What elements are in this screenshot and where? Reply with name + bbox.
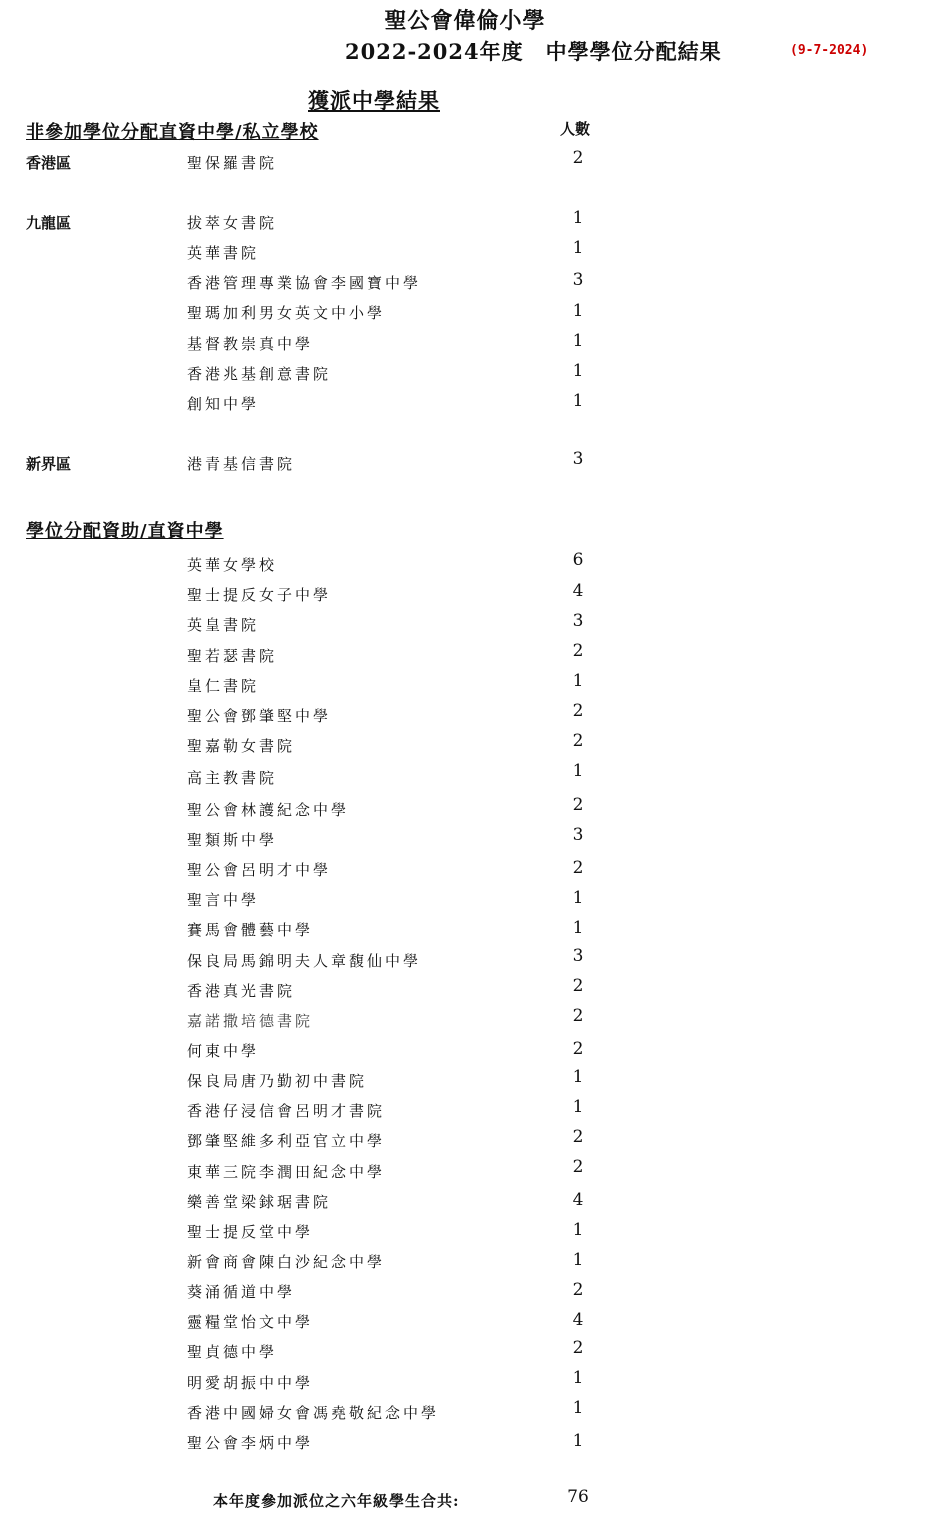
student-count-cell: 2 [572,1157,584,1177]
student-count-cell: 2 [572,1006,584,1026]
student-count-cell: 1 [572,301,584,321]
student-count-cell: 1 [572,391,584,411]
student-count-cell: 1 [572,1220,584,1240]
result-heading: 獲派中學結果 [308,88,440,113]
school-name: 聖公會偉倫小學 [384,8,546,34]
school-name-cell: 皇仁書院 [187,677,260,695]
school-name-cell: 葵涌循道中學 [187,1283,296,1301]
student-count-cell: 2 [572,976,584,996]
student-count-cell: 2 [572,795,584,815]
student-count-cell: 2 [572,148,584,168]
school-name-cell: 基督教崇真中學 [187,335,314,353]
student-count-cell: 2 [572,1039,584,1059]
school-name-cell: 聖公會林護紀念中學 [187,801,350,819]
school-name-cell: 新會商會陳白沙紀念中學 [187,1253,386,1271]
school-name-cell: 聖公會呂明才中學 [187,861,332,879]
school-name-cell: 香港中國婦女會馮堯敬紀念中學 [187,1404,440,1422]
total-value: 76 [567,1487,589,1507]
student-count-cell: 1 [572,1067,584,1087]
school-name-cell: 賽馬會體藝中學 [187,921,314,939]
student-count-cell: 1 [572,238,584,258]
student-count-cell: 1 [572,1097,584,1117]
school-name-cell: 聖嘉勒女書院 [187,737,296,755]
school-name-cell: 靈糧堂怡文中學 [187,1313,314,1331]
student-count-cell: 1 [572,208,584,228]
total-label: 本年度參加派位之六年級學生合共: [213,1492,460,1510]
section-2-heading: 學位分配資助/直資中學 [26,521,224,542]
student-count-cell: 2 [572,641,584,661]
school-name-cell: 香港管理專業協會李國寶中學 [187,274,422,292]
school-name-cell: 香港兆基創意書院 [187,365,332,383]
school-name-cell: 聖言中學 [187,891,260,909]
student-count-cell: 3 [572,449,584,469]
count-column-heading: 人數 [560,120,591,138]
student-count-cell: 2 [572,1280,584,1300]
document-title: 2022-2024年度 中學學位分配結果 [345,39,722,64]
district-label: 香港區 [26,154,72,172]
student-count-cell: 1 [572,1431,584,1451]
student-count-cell: 1 [572,1398,584,1418]
district-label: 新界區 [26,455,72,473]
student-count-cell: 2 [572,701,584,721]
student-count-cell: 4 [572,581,584,601]
school-name-cell: 英華書院 [187,244,260,262]
school-name-cell: 保良局唐乃勤初中書院 [187,1072,368,1090]
district-label: 九龍區 [26,214,72,232]
student-count-cell: 3 [572,611,584,631]
school-name-cell: 聖保羅書院 [187,154,278,172]
student-count-cell: 4 [572,1310,584,1330]
school-name-cell: 明愛胡振中中學 [187,1374,314,1392]
student-count-cell: 1 [572,761,584,781]
student-count-cell: 2 [572,1338,584,1358]
document-date: (9-7-2024) [790,43,869,58]
student-count-cell: 2 [572,1127,584,1147]
school-name-cell: 鄧肇堅維多利亞官立中學 [187,1132,386,1150]
school-name-cell: 聖類斯中學 [187,831,278,849]
student-count-cell: 1 [572,361,584,381]
school-name-cell: 聖士提反女子中學 [187,586,332,604]
student-count-cell: 1 [572,888,584,908]
student-count-cell: 2 [572,731,584,751]
school-name-cell: 聖瑪加利男女英文中小學 [187,304,386,322]
school-name-cell: 香港真光書院 [187,982,296,1000]
school-name-cell: 聖公會鄧肇堅中學 [187,707,332,725]
school-name-cell: 保良局馬錦明夫人章馥仙中學 [187,952,422,970]
school-name-cell: 英皇書院 [187,616,260,634]
school-name-cell: 聖公會李炳中學 [187,1434,314,1452]
school-name-cell: 香港仔浸信會呂明才書院 [187,1102,386,1120]
school-name-cell: 嘉諾撒培德書院 [187,1012,314,1030]
school-name-cell: 聖貞德中學 [187,1343,278,1361]
school-name-cell: 英華女學校 [187,556,278,574]
school-name-cell: 高主教書院 [187,769,278,787]
student-count-cell: 2 [572,858,584,878]
school-name-cell: 東華三院李潤田紀念中學 [187,1163,386,1181]
student-count-cell: 1 [572,1368,584,1388]
student-count-cell: 3 [572,825,584,845]
school-name-cell: 聖若瑟書院 [187,647,278,665]
school-name-cell: 聖士提反堂中學 [187,1223,314,1241]
school-name-cell: 創知中學 [187,395,260,413]
school-name-cell: 港青基信書院 [187,455,296,473]
student-count-cell: 1 [572,671,584,691]
student-count-cell: 6 [572,550,584,570]
school-name-cell: 拔萃女書院 [187,214,278,232]
student-count-cell: 1 [572,918,584,938]
section-1-heading: 非參加學位分配直資中學/私立學校 [26,122,319,143]
student-count-cell: 3 [572,270,584,290]
student-count-cell: 1 [572,331,584,351]
student-count-cell: 3 [572,946,584,966]
school-name-cell: 何東中學 [187,1042,260,1060]
student-count-cell: 1 [572,1250,584,1270]
student-count-cell: 4 [572,1190,584,1210]
school-name-cell: 樂善堂梁銶琚書院 [187,1193,332,1211]
